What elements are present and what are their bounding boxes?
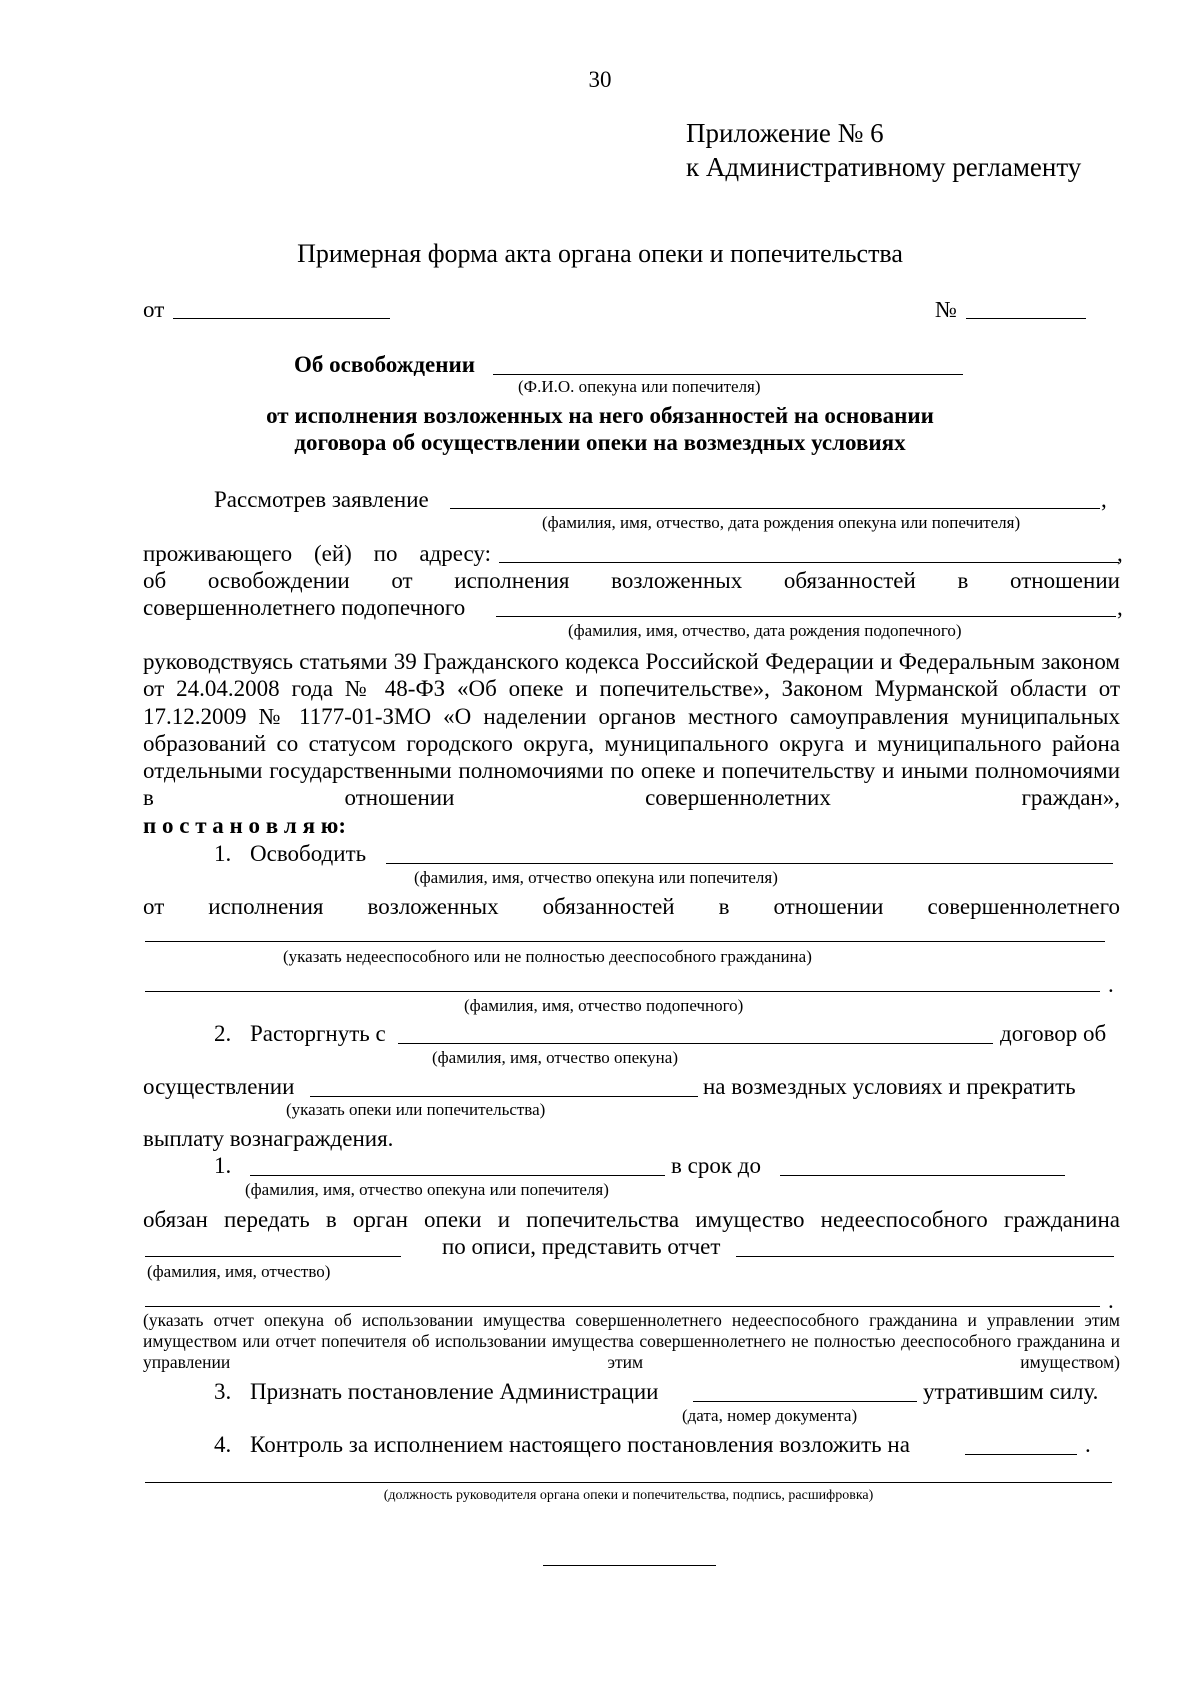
end-separator (543, 1565, 716, 1566)
item1b-report-detail-line (145, 1306, 1100, 1307)
heading-line3: договора об осуществлении опеки на возмездных условиях (294, 430, 906, 455)
word: адресу: (419, 541, 491, 566)
item2-number: 2. (214, 1021, 232, 1046)
item1-hint: (фамилия, имя, отчество опекуна или попечителя) (414, 868, 778, 887)
item1b-number: 1. (214, 1153, 232, 1178)
period: . (1108, 1288, 1114, 1313)
date-label: от (143, 297, 165, 322)
item2-guardian-line (398, 1043, 993, 1044)
item3-document-line (693, 1401, 917, 1402)
applicant-line (450, 508, 1100, 509)
word: совершеннолетнего (927, 894, 1120, 919)
word: в (718, 894, 730, 919)
signature-hint: (должность руководителя органа опеки и попечительства, подпись, расшифровка) (383, 1488, 874, 1503)
item2-tail: договор об (1000, 1021, 1107, 1046)
item1b-hint: (фамилия, имя, отчество опекуна или попечителя) (245, 1180, 609, 1199)
guardian-name-line (493, 374, 963, 375)
item1b-name-line (145, 1256, 401, 1257)
item2-implementation: осуществлении (143, 1074, 295, 1099)
item1-hint2: (указать недееспособного или не полностью дееспособного гражданина) (283, 947, 812, 966)
legal-basis-paragraph: руководствуясь статьями 39 Гражданского кодекса Российской Федерации и Федеральным законом от 24.04.2008 года № 48-ФЗ «Об опеке и попечительстве», Законом Мурманской области от 17.12.2009 № 1177-01-ЗМО «О наделении органов местного самоуправления муниципальных образований со статусом городского округа, муниципального округа и муниципального района отдельными государственными полномочиями по опеке и попечительству и иными полномочиями в отношении совершеннолетних граждан», (143, 649, 1120, 811)
word: отношении (1010, 568, 1120, 593)
form-title: Примерная форма акта органа опеки и попечительства (297, 239, 903, 268)
word: освобождении (207, 568, 350, 593)
word: от (391, 568, 413, 593)
word: обязанностей (542, 894, 675, 919)
item1-guardian-line (386, 863, 1113, 864)
period: . (1085, 1432, 1091, 1457)
date-field-line (173, 318, 390, 319)
appendix-line2: к Административному регламенту (686, 152, 1082, 182)
item4-label: Контроль за исполнением настоящего постановления возложить на (250, 1432, 910, 1457)
word: исполнения (454, 568, 570, 593)
word: отношении (773, 894, 884, 919)
item2-hint2: (указать опеки или попечительства) (286, 1100, 546, 1119)
item1-number: 1. (214, 841, 232, 866)
item2-payment: выплату вознаграждения. (143, 1126, 394, 1151)
item2-terms: на возмездных условиях и прекратить (703, 1074, 1076, 1099)
signature-line (145, 1482, 1112, 1483)
word: возложенных (367, 894, 499, 919)
item1b-hint2: (фамилия, имя, отчество) (147, 1262, 331, 1281)
period: . (1108, 972, 1114, 997)
item1-capacity-line (145, 941, 1105, 942)
word: (ей) (314, 541, 352, 566)
comma: , (1117, 595, 1123, 620)
number-label: № (935, 297, 957, 322)
item1-label: Освободить (250, 841, 367, 866)
release-line (143, 567, 1120, 595)
item1b-report-hint: (указать отчет опекуна об использовании имущества совершеннолетнего недееспособного гражданина и управлении этим имуществом или отчет попечителя об использовании имущества совершеннолетнего не полностью дееспособного гражданина и управлении этим имуществом) (143, 1310, 1120, 1372)
item1-words (143, 893, 1120, 921)
item3-label: Признать постановление Администрации (250, 1379, 659, 1404)
item2-hint: (фамилия, имя, отчество опекуна) (432, 1048, 678, 1067)
guardian-hint: (Ф.И.О. опекуна или попечителя) (518, 377, 761, 396)
item2-type-line (310, 1096, 698, 1097)
ward-label: совершеннолетнего подопечного (143, 595, 466, 620)
item1b-report-line (736, 1256, 1114, 1257)
comma: , (1101, 487, 1107, 512)
comma: , (1117, 541, 1123, 566)
item3-hint: (дата, номер документа) (682, 1406, 858, 1425)
residing-label (143, 540, 491, 568)
item1b-deadline: в срок до (671, 1153, 761, 1178)
item4-number: 4. (214, 1432, 232, 1457)
number-field-line (966, 318, 1086, 319)
item3-number: 3. (214, 1379, 232, 1404)
item1-ward-line (145, 991, 1100, 992)
appendix-line1: Приложение № 6 (686, 118, 884, 148)
heading-line2: от исполнения возложенных на него обязанностей на основании (266, 403, 934, 428)
word: в (957, 568, 969, 593)
ward-hint: (фамилия, имя, отчество, дата рождения подопечного) (568, 621, 962, 640)
word: исполнения (208, 894, 324, 919)
resolves-label: п о с т а н о в л я ю: (143, 813, 347, 838)
item1-hint3: (фамилия, имя, отчество подопечного) (464, 996, 744, 1015)
page-number: 30 (588, 67, 612, 92)
release-heading: Об освобождении (294, 352, 476, 377)
item3-tail: утратившим силу. (923, 1379, 1099, 1404)
item1b-inventory: по описи, представить отчет (442, 1234, 721, 1259)
applicant-hint: (фамилия, имя, отчество, дата рождения опекуна или попечителя) (542, 513, 1021, 532)
considering-label: Рассмотрев заявление (214, 487, 429, 512)
word: возложенных (611, 568, 743, 593)
address-line (499, 562, 1119, 563)
item1b-guardian-line (250, 1175, 665, 1176)
ward-line (496, 616, 1116, 617)
item1b-obliged: обязан передать в орган опеки и попечительства имущество недееспособного гражданина (143, 1207, 1120, 1232)
word: от (143, 894, 165, 919)
item2-label: Расторгнуть с (250, 1021, 386, 1046)
word: по (373, 541, 398, 566)
word: об (143, 568, 167, 593)
word: обязанностей (783, 568, 916, 593)
item4-responsible-line (965, 1454, 1077, 1455)
word: проживающего (143, 541, 293, 566)
item1b-deadline-line (780, 1175, 1065, 1176)
